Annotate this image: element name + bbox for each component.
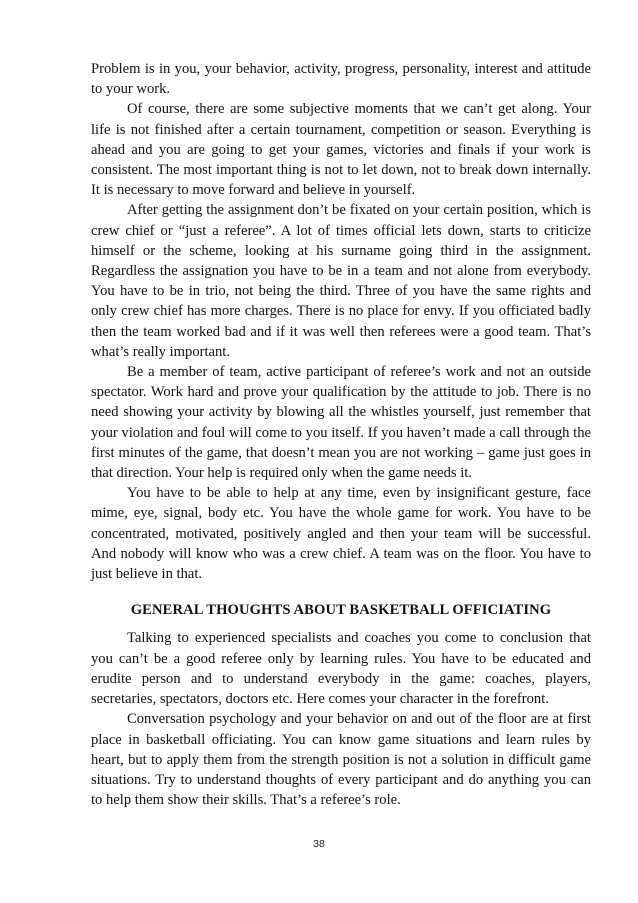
paragraph-7: Conversation psychology and your behavior on and out of the floor are at first place in basketball officiating. You can know game situations and learn rules by heart, but to apply them from the strength position is not a solution in difficult game situations. Try to understand thoughts of every participant and do anything you can to help them show their skills. That’s a referee’s role. <box>91 711 591 809</box>
paragraph-2: Of course, there are some subjective moments that we can’t get along. Your life is not finished after a certain tournament, competition or season. Everything is ahead and you are going to get your games, victories and finals if your work is consistent. The most important thing is not to let down, not to break down internally. It is necessary to move forward and believe in yourself. <box>91 101 591 199</box>
paragraph-5: You have to be able to help at any time, even by insignificant gesture, face mime, eye, signal, body etc. You have the whole game for work. You have to be concentrated, motivated, positively angled and then your team will be successful. And nobody will know who was a crew chief. A team was on the floor. You have to just believe in that. <box>91 485 591 583</box>
page-number: 38 <box>313 838 325 850</box>
paragraph-6: Talking to experienced specialists and coaches you come to conclusion that you can’t be a good referee only by learning rules. You have to be educated and erudite person and to understand everybody in the game: coaches, players, secretaries, spectators, doctors etc. Here comes your character in the forefront. <box>91 630 591 708</box>
paragraph-1: Problem is in you, your behavior, activity, progress, personality, interest and attitude to your work. <box>91 61 591 98</box>
page-body <box>91 59 591 810</box>
paragraph-3: After getting the assignment don’t be fixated on your certain position, which is crew chief or “just a referee”. A lot of times official lets down, starts to criticize himself or the scheme, looking at his surname going third in the assignment. Regardless the assignation you have to be in a team and not alone from everybody. You have to be in trio, not being the third. Three of you have the same rights and only crew chief has more charges. There is no place for envy. If you officiated badly then the team worked bad and if it was well then referees were a good team. That’s what’s really important. <box>91 202 591 360</box>
section-heading: GENERAL THOUGHTS ABOUT BASKETBALL OFFICIATING <box>130 602 552 619</box>
paragraph-4: Be a member of team, active participant of referee’s work and not an outside spectator. Work hard and prove your qualification by the attitude to job. There is no need showing your activity by blowing all the whistles yourself, just remember that your violation and foul will come to you itself. If you haven’t made a call through the first minutes of the game, that doesn’t mean you are not working – game just goes in that direction. Your help is required only when the game needs it. <box>91 364 591 482</box>
